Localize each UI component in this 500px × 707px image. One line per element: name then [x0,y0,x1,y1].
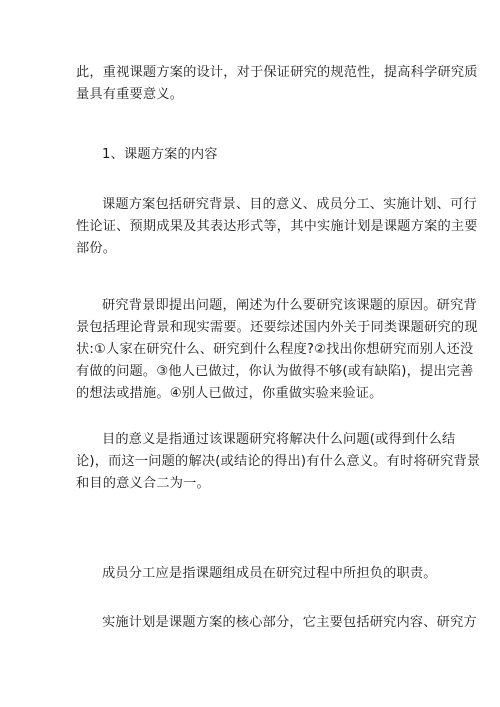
text-line: 有做的问题。③他人已做过，你认为做得不够(或有缺陷)，提出完善 [76,364,474,379]
text-line: 性论证、预期成果及其表达形式等，其中实施计划是课题方案的主要 [76,219,478,234]
text-line: 1、课题方案的内容 [102,147,218,162]
text-line: 实施计划是课题方案的核心部分，它主要包括研究内容、研究方 [102,615,477,630]
text-line: 成员分工应是指课题组成员在研究过程中所担负的职责。 [102,566,437,581]
text-line: 的想法或措施。④别人已做过，你重做实验来验证。 [76,386,383,401]
text-line: 课题方案包括研究背景、目的意义、成员分工、实施计划、可行 [102,197,477,212]
paragraph-3 [76,295,478,405]
paragraph-5 [76,563,437,585]
paragraph-0 [76,62,478,106]
text-line: 部份。 [76,241,117,256]
paragraph-2 [76,194,478,260]
paragraph-4 [76,429,481,495]
text-line: 此，重视课题方案的设计，对于保证研究的规范性，提高科学研究质 [76,65,478,80]
text-line: 状:①人家在研究什么、研究到什么程度?②找出你想研究而别人还没 [76,342,474,357]
section-heading [76,144,432,166]
paragraph-6 [76,612,477,634]
text-line: 研究背景即提出问题，阐述为什么要研究该课题的原因。研究背 [102,298,477,313]
text-line: 和目的意义合二为一。 [76,476,210,491]
text-line: 目的意义是指通过该课题研究将解决什么问题(或得到什么结 [102,432,456,447]
text-line: 论)，而这一问题的解决(或结论的得出)有什么意义。有时将研究背景 [76,454,481,469]
text-line: 景包括理论背景和现实需要。还要综述国内外关于同类课题研究的现 [76,320,478,335]
text-line: 量具有重要意义。 [76,87,184,102]
